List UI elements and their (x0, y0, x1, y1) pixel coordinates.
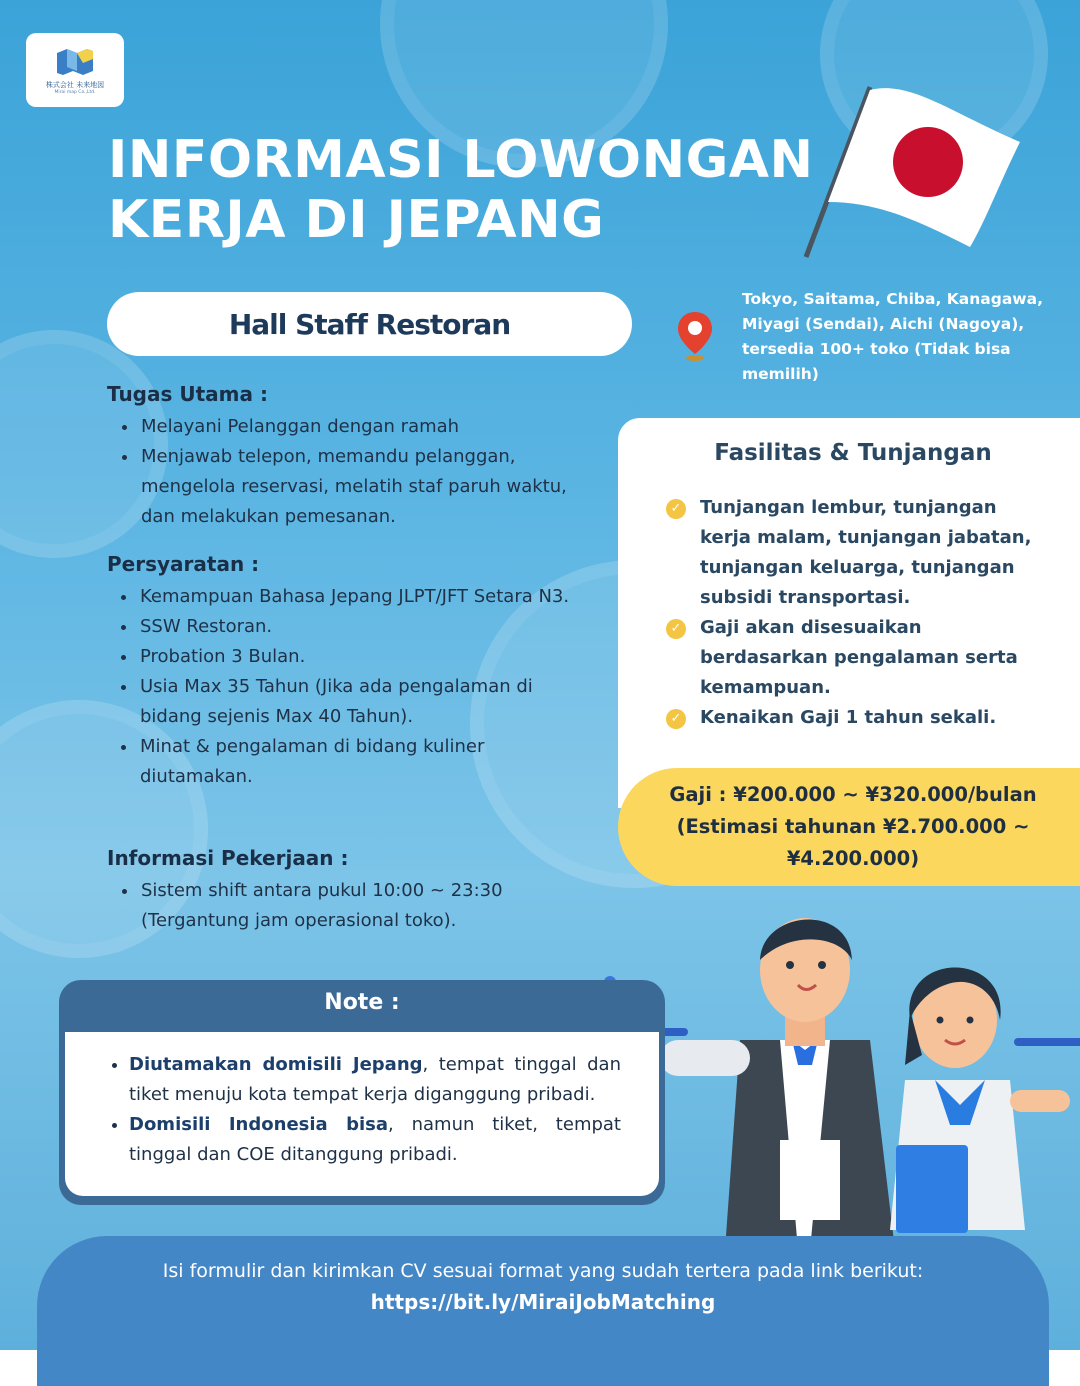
facility-item: ✓ Kenaikan Gaji 1 tahun sekali. (666, 703, 1036, 733)
list-item: • Usia Max 35 Tahun (Jika ada pengalaman di bidang sejenis Max 40 Tahun). (138, 672, 597, 732)
salary-text: Gaji : ¥200.000 ~ ¥320.000/bulan (Estimasi tahunan ¥2.700.000 ~ ¥4.200.000) (669, 783, 1037, 870)
job-locations: Tokyo, Saitama, Chiba, Kanagawa, Miyagi (Sendai), Aichi (Nagoya), tersedia 100+ toko (Tidak bisa memilih) (742, 290, 1043, 383)
page-title (108, 130, 828, 250)
note-title: Note : (324, 990, 400, 1015)
logo-text-jp: 株式会社 未来地図 (45, 81, 105, 89)
note-body (65, 1032, 659, 1196)
company-logo (26, 33, 124, 107)
check-icon: ✓ (666, 499, 686, 519)
footer-cta (37, 1236, 1049, 1386)
title-line-2: KERJA DI JEPANG (108, 190, 605, 250)
location-pin-icon (676, 310, 714, 362)
facilities-card (618, 418, 1080, 808)
job-title: Hall Staff Restoran (228, 307, 511, 341)
application-link[interactable]: https://bit.ly/MiraiJobMatching (370, 1290, 716, 1314)
facility-item: ✓ Gaji akan disesuaikan berdasarkan pengalaman serta kemampuan. (666, 613, 1036, 703)
list-item: • Melayani Pelanggan dengan ramah (139, 412, 597, 442)
check-icon: ✓ (666, 709, 686, 729)
facilities-title: Fasilitas & Tunjangan (714, 440, 992, 466)
footer-instruction: Isi formulir dan kirimkan CV sesuai format yang sudah tertera pada link berikut: (162, 1260, 924, 1282)
duties-section (107, 382, 597, 532)
job-title-pill (107, 292, 632, 356)
logo-text-en: Mirai map Co.,Ltd. (54, 90, 96, 95)
requirements-title: Persyaratan : (107, 552, 260, 576)
note-box (59, 980, 665, 1205)
list-item: • Minat & pengalaman di bidang kuliner diutamakan. (138, 732, 597, 792)
list-item: • Diutamakan domisili Jepang, tempat tinggal dan tiket menuju kota tempat kerja diganggung pribadi. (129, 1050, 621, 1110)
requirements-section (107, 552, 597, 792)
japan-flag-icon (800, 82, 1030, 262)
facility-item: ✓ Tunjangan lembur, tunjangan kerja malam, tunjangan jabatan, tunjangan keluarga, tunjangan subsidi transportasi. (666, 493, 1036, 613)
work-info-title: Informasi Pekerjaan : (107, 846, 349, 870)
title-line-1: INFORMASI LOWONGAN (108, 130, 814, 190)
list-item: • Probation 3 Bulan. (138, 642, 597, 672)
salary-banner (618, 768, 1080, 886)
work-info-section (107, 846, 597, 936)
duties-title: Tugas Utama : (107, 382, 268, 406)
list-item: • Sistem shift antara pukul 10:00 ~ 23:30 (Tergantung jam operasional toko). (139, 876, 597, 936)
list-item: • Domisili Indonesia bisa, namun tiket, tempat tinggal dan COE ditanggung pribadi. (129, 1110, 621, 1170)
check-icon: ✓ (666, 619, 686, 639)
list-item: • Kemampuan Bahasa Jepang JLPT/JFT Setara N3. (138, 582, 597, 612)
list-item: • Menjawab telepon, memandu pelanggan, mengelola reservasi, melatih staf paruh waktu, dan melakukan pemesanan. (139, 442, 597, 532)
map-logo-icon (53, 45, 97, 77)
list-item: • SSW Restoran. (138, 612, 597, 642)
